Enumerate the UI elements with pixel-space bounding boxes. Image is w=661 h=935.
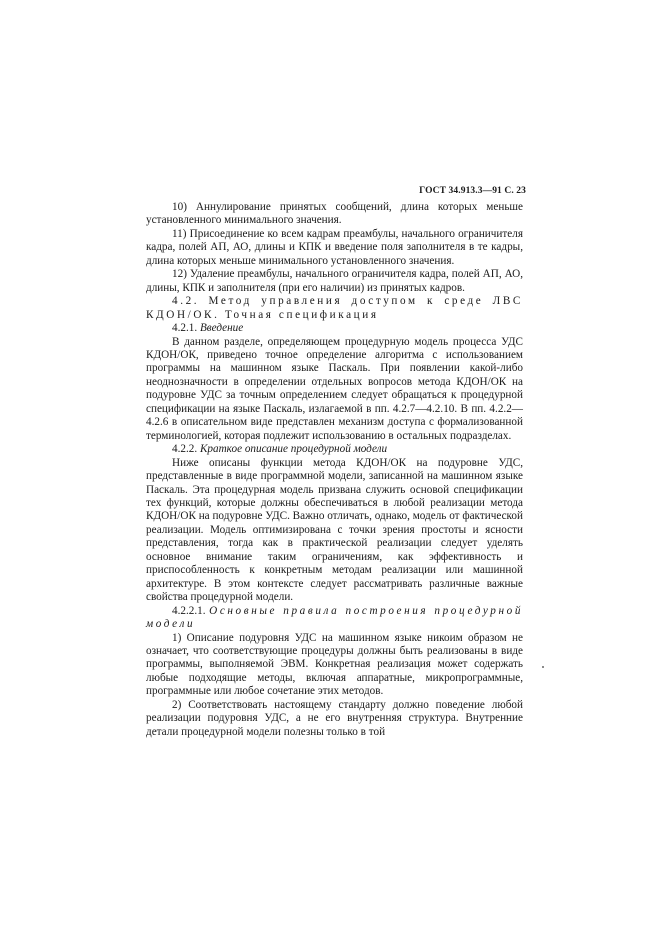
rule-item-2: 2) Соответствовать настоящему стандарту должно поведение любой реализации подуровня УДС, а не его внутренняя структура. Внутренние детали процедурной модели полезны только в той	[146, 698, 523, 738]
subsection-heading-4-2-2-1	[146, 605, 523, 632]
scan-speck	[542, 666, 544, 668]
text-column	[146, 201, 523, 739]
list-item-12: 12) Удаление преамбулы, начального ограничителя кадра, полей АП, АО, длины, КПК и заполнителя (при его наличии) из принятых кадров.	[146, 268, 523, 294]
list-item-11: 11) Присоединение ко всем кадрам преамбулы, начального ограничителя кадра, полей АП, АО, длины и КПК и введение поля заполнителя в те кадры, длина которых меньше минимального установленного значения.	[146, 227, 523, 267]
paragraph-model-description: Ниже описаны функции метода КДОН/ОК на подуровне УДС, представленные в виде программной модели, записанной на машинном языке Паскаль. Эта процедурная модель призвана служить основой спецификации тех функций, которые должны обеспечиваться в любой реализации метода КДОН/ОК на подуровне УДС. Важно отличать, однако, модель от фактической реализации. Модель оптимизирована с точки зрения простоты и ясности представления, тогда как в практической реализации следует уделять основное внимание таким ограничениям, как эффективность и приспособленность к конкретным методам реализации или машинной архитектуре. В этом контексте следует рассматривать различные важные свойства процедурной модели.	[146, 456, 523, 604]
section-heading-4-2: 4.2. Метод управления доступом к среде ЛВС КДОН/ОК. Точная спецификация	[146, 295, 523, 321]
subsection-number: 4.2.1.	[172, 322, 198, 335]
subsection-number: 4.2.2.1.	[172, 604, 206, 617]
subsection-title: Введение	[199, 322, 244, 335]
subsection-number: 4.2.2.	[172, 443, 198, 456]
page-header: ГОСТ 34.913.3—91 С. 23	[419, 186, 526, 196]
subsection-title: Краткое описание процедурной модели	[199, 443, 388, 456]
subsection-heading-4-2-1	[146, 322, 523, 335]
subsection-title: Основные правила построения процедурной модели	[146, 604, 524, 631]
paragraph-introduction: В данном разделе, определяющем процедурную модель процесса УДС КДОН/ОК, приведено точное определение алгоритма с использованием программы на машинном языке Паскаль. При появлении какой-либо неоднозначности в определении отдельных вопросов метода КДОН/ОК на подуровне УДС за точным определением следует обращаться к процедурной спецификации на языке Паскаль, излагаемой в пп. 4.2.7—4.2.10. В пп. 4.2.2—4.2.6 в описательном виде представлен механизм доступа с формализованной терминологией, которая подлежит использованию в остальных подразделах.	[146, 335, 523, 442]
subsection-heading-4-2-2	[146, 443, 523, 456]
list-item-10: 10) Аннулирование принятых сообщений, длина которых меньше установленного минимального значения.	[146, 201, 523, 227]
rule-item-1: 1) Описание подуровня УДС на машинном языке никоим образом не означает, что соответствующие процедуры должны быть реализованы в виде программы, выполняемой ЭВМ. Конкретная реализация может содержать любые подходящие методы, включая аппаратные, микропрограммные, программные или любое сочетание этих методов.	[146, 631, 523, 698]
